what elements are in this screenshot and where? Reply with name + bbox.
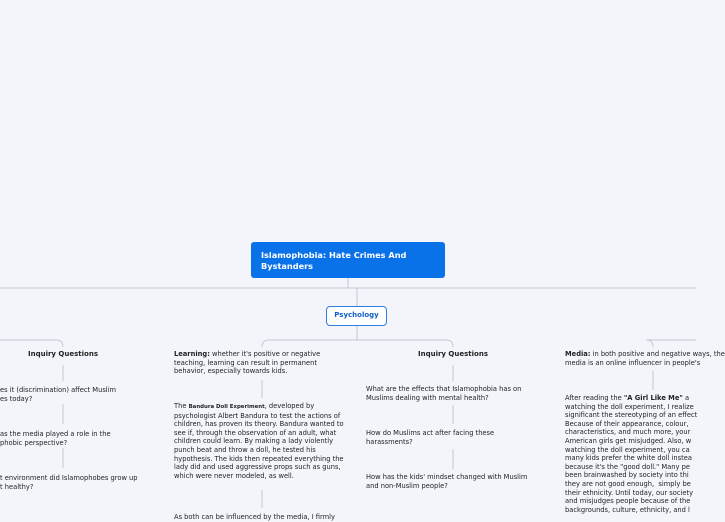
girl-like-me-text: a watching the doll experiment, I realize significant the stereotyping of an effect Because of their appearance, colour, characteristics, and much more, your American girls get misjudged. Also, w watching the doll experiment, you ca many kids prefer the white doll instea because it's the "good doll." Many pe been brainwashed by society into thi they are not good enough, simply be their ethnicity. Until today, our society and misjudges people because of the backgrounds, culture, ethnicity, and l (565, 394, 698, 514)
col1-question-1: es it (discrimination) affect Muslim es today? (0, 386, 117, 403)
girl-like-me-prefix: After reading the (565, 394, 624, 402)
media-text: in both positive and negative ways, the media is an online influencer in people's (565, 350, 725, 367)
bandura-term: Bandura Doll Experiment (188, 404, 265, 410)
branch-col2-col3 (262, 340, 453, 347)
root-node[interactable] (251, 242, 445, 278)
media-label: Media: (565, 350, 591, 358)
col3-question-3: How has the kids' mindset changed with Muslim and non-Muslim people? (366, 473, 528, 490)
col3-question-2: How do Muslims act after facing these harassments? (366, 429, 495, 446)
girl-like-me-title: "A Girl Like Me" (623, 394, 683, 402)
col1-question-2: as the media played a role in the phobic perspective? (0, 430, 111, 447)
col1-heading: Inquiry Questions (28, 350, 98, 358)
root-title: Islamophobia: Hate Crimes And Bystanders (261, 250, 407, 271)
learning-label: Learning: (174, 350, 210, 358)
psychology-label: Psychology (334, 311, 379, 319)
learning-text: whether it's positive or negative teaching, learning can result in permanent behavior, especially towards kids. (174, 350, 321, 376)
bandura-text: , developed by psychologist Albert Bandura to test the actions of children, has proven its theory. Bandura wanted to see if, through the observation of an adult, what children could learn. By making a lady violently punch beat and throw a doll, he tested his hypothesis. The kids then repeated everything the lady did and used aggressive props such as guns, which were never modeled, as well. (174, 402, 344, 480)
col3-question-1: What are the effects that Islamophobia has on Muslims dealing with mental health? (366, 385, 522, 402)
girl-like-me-node (565, 394, 696, 520)
bandura-prefix: The (174, 402, 189, 410)
psychology-node[interactable] (326, 306, 387, 326)
media-influence-node: As both can be influenced by the media, I firmly (174, 513, 335, 521)
branch-col4 (646, 340, 696, 347)
col1-question-3: t environment did Islamophobes grow up t healthy? (0, 474, 138, 491)
bandura-node (174, 402, 350, 480)
branch-col1 (0, 340, 63, 347)
media-node (565, 350, 725, 367)
learning-node (174, 350, 334, 376)
col3-heading: Inquiry Questions (418, 350, 488, 358)
